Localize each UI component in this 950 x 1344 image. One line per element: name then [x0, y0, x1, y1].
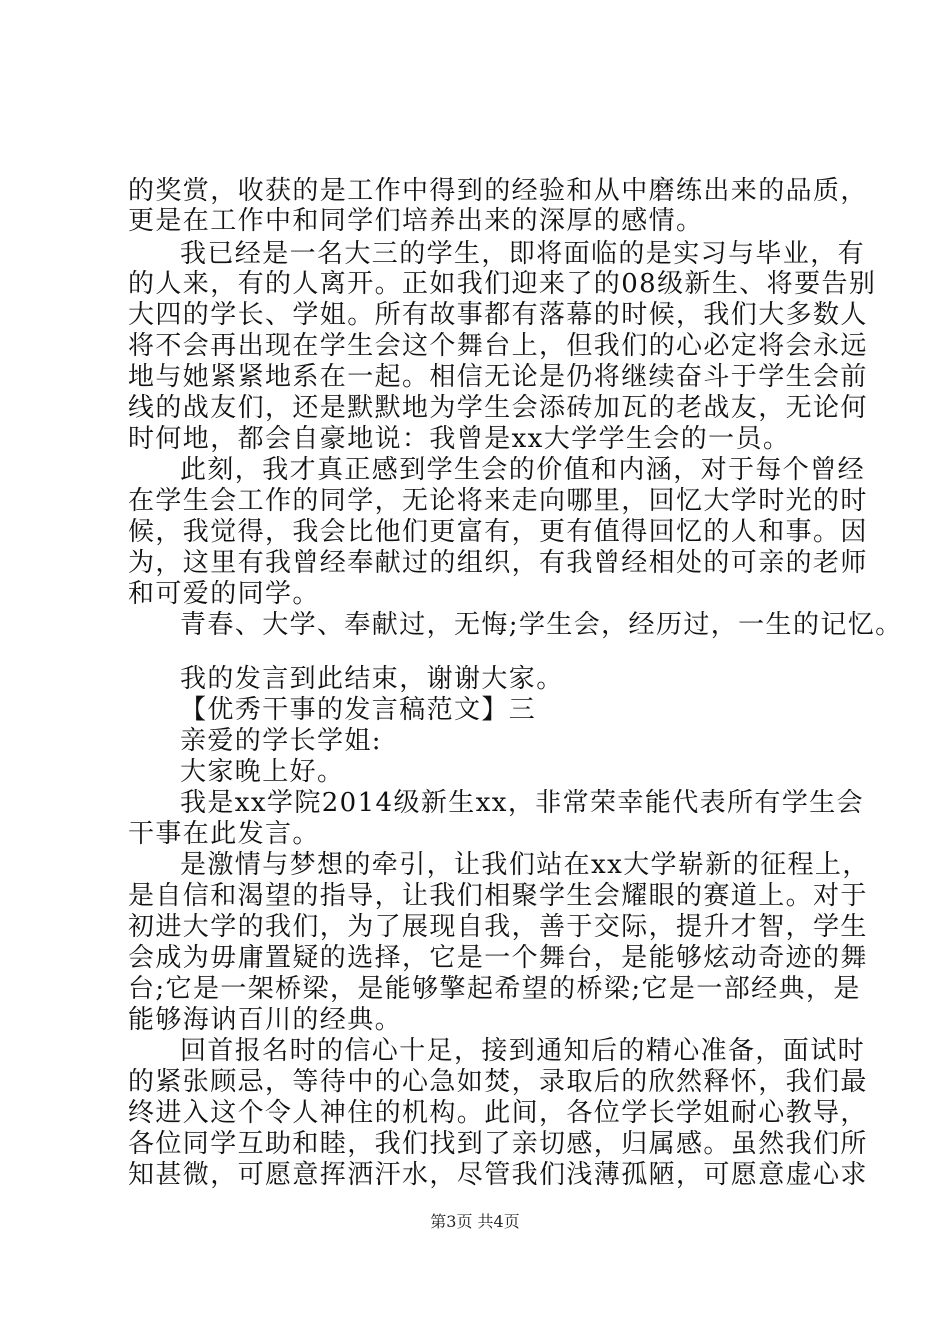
salutation: 亲爱的学长学姐: [180, 726, 382, 756]
text-line: 地与她紧紧地系在一起。相信无论是仍将继续奋斗于学生会前 [128, 362, 868, 392]
text-line: 候，我觉得，我会比他们更富有，更有值得回忆的人和事。因 [128, 517, 868, 547]
text-line: 终进入这个令人神住的机构。此间，各位学长学姐耐心教导， [128, 1098, 868, 1128]
text-line: 是自信和渴望的指导，让我们相聚学生会耀眼的赛道上。对于 [128, 881, 868, 911]
text-line: 的人来，有的人离开。正如我们迎来了的08级新生、将要告别 [128, 269, 877, 299]
text-line: 线的战友们，还是默默地为学生会添砖加瓦的老战友，无论何 [128, 393, 868, 423]
text-line: 我的发言到此结束，谢谢大家。 [180, 664, 564, 694]
text-line: 此刻，我才真正感到学生会的价值和内涵，对于每个曾经 [180, 455, 866, 485]
text-line: 和可爱的同学。 [128, 579, 320, 609]
text-line: 知甚微，可愿意挥洒汗水，尽管我们浅薄孤陋，可愿意虚心求 [128, 1160, 868, 1190]
page-number: 第3页 共4页 [430, 1212, 520, 1231]
text-line: 更是在工作中和同学们培养出来的深厚的感情。 [128, 206, 704, 236]
text-line: 回首报名时的信心十足，接到通知后的精心准备，面试时 [180, 1036, 866, 1066]
text-line: 是激情与梦想的牵引，让我们站在xx大学崭新的征程上， [180, 850, 870, 880]
section-heading: 【优秀干事的发言稿范文】三 [180, 695, 537, 725]
text-line: 能够海讷百川的经典。 [128, 1005, 403, 1035]
greeting: 大家晚上好。 [180, 757, 345, 787]
text-line: 初进大学的我们，为了展现自我，善于交际，提升才智，学生 [128, 912, 868, 942]
text-line: 台;它是一架桥梁，是能够擎起希望的桥梁;它是一部经典，是 [128, 974, 861, 1004]
text-line: 时何地，都会自豪地说：我曾是xx大学学生会的一员。 [128, 424, 791, 454]
text-line: 的紧张顾忌，等待中的心急如焚，录取后的欣然释怀，我们最 [128, 1067, 868, 1097]
text-line: 在学生会工作的同学，无论将来走向哪里，回忆大学时光的时 [128, 486, 868, 516]
text-line: 的奖赏，收获的是工作中得到的经验和从中磨练出来的品质， [128, 176, 868, 206]
text-line: 会成为毋庸置疑的选择，它是一个舞台，是能够炫动奇迹的舞 [128, 943, 868, 973]
text-line: 各位同学互助和睦，我们找到了亲切感，归属感。虽然我们所 [128, 1129, 868, 1159]
text-line: 我已经是一名大三的学生，即将面临的是实习与毕业，有 [180, 239, 866, 269]
text-line: 我是xx学院2014级新生xx，非常荣幸能代表所有学生会 [180, 788, 865, 818]
text-line: 为，这里有我曾经奉献过的组织，有我曾经相处的可亲的老师 [128, 548, 868, 578]
text-line: 干事在此发言。 [128, 819, 320, 849]
text-line: 大四的学长、学姐。所有故事都有落幕的时候，我们大多数人 [128, 300, 868, 330]
text-line: 青春、大学、奉献过，无悔;学生会，经历过，一生的记忆。 [180, 610, 903, 640]
text-line: 将不会再出现在学生会这个舞台上，但我们的心必定将会永远 [128, 331, 868, 361]
